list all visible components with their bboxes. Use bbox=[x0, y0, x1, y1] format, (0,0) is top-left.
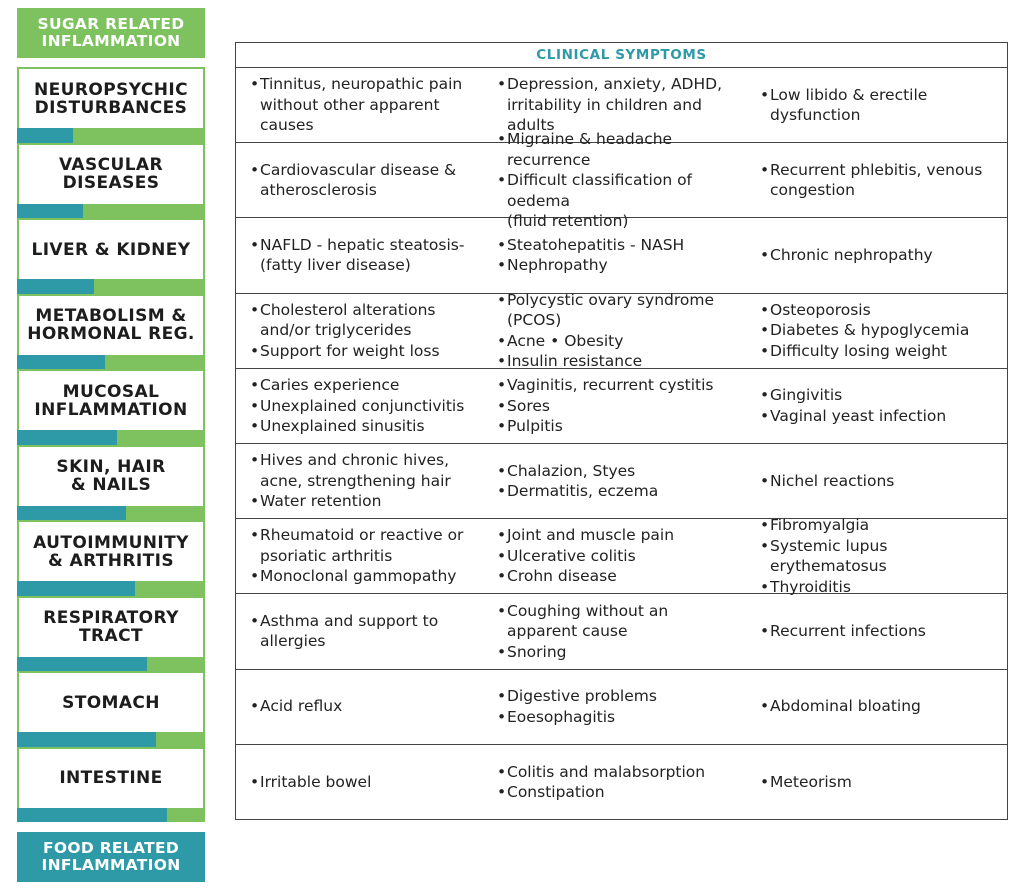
symptom-text: Acid reflux bbox=[260, 697, 343, 716]
symptom-item bbox=[250, 235, 492, 276]
symptom-text: Meteorism bbox=[770, 773, 852, 792]
symptom-text: Tinnitus, neuropathic pain without other apparent causes bbox=[260, 75, 463, 135]
symptom-text: Chronic nephropathy bbox=[770, 246, 933, 265]
symptom-text: Pulpitis bbox=[507, 417, 563, 436]
category-item bbox=[17, 218, 205, 294]
table-row bbox=[236, 290, 1007, 371]
symptom-cell bbox=[236, 670, 492, 744]
bullet-icon: • bbox=[497, 75, 507, 94]
category-item bbox=[17, 67, 205, 143]
symptom-text: Water retention bbox=[260, 492, 382, 511]
bullet-icon: • bbox=[250, 417, 260, 436]
symptom-item bbox=[497, 481, 755, 502]
symptom-item bbox=[497, 396, 755, 417]
bullet-icon: • bbox=[250, 451, 260, 470]
symptom-item bbox=[250, 772, 492, 793]
bullet-icon: • bbox=[760, 386, 770, 405]
bullet-icon: • bbox=[760, 697, 770, 716]
symptom-text: Cholesterol alterations and/or triglycerides bbox=[260, 300, 436, 340]
bullet-icon: • bbox=[760, 85, 770, 104]
symptom-text: Eoesophagitis bbox=[507, 707, 616, 726]
category-column bbox=[17, 67, 205, 822]
symptom-item bbox=[497, 525, 755, 546]
symptom-cell bbox=[236, 745, 492, 820]
bullet-icon: • bbox=[760, 516, 770, 535]
symptom-item bbox=[497, 707, 755, 728]
symptom-item bbox=[497, 235, 755, 256]
bullet-icon: • bbox=[250, 611, 260, 630]
symptom-cell bbox=[236, 369, 492, 443]
symptom-cell bbox=[236, 143, 492, 217]
symptom-text: Insulin resistance bbox=[507, 352, 643, 371]
symptom-cell bbox=[492, 218, 755, 292]
bullet-icon: • bbox=[250, 773, 260, 792]
symptom-cell bbox=[236, 444, 492, 518]
bullet-icon: • bbox=[250, 300, 260, 319]
bullet-icon: • bbox=[497, 290, 507, 309]
symptom-cell bbox=[492, 745, 755, 820]
symptom-cell bbox=[236, 68, 492, 142]
symptom-text: Migraine & headache recurrence bbox=[507, 130, 673, 169]
symptom-item bbox=[250, 525, 492, 566]
symptom-cell bbox=[236, 594, 492, 668]
category-progress-bar bbox=[17, 732, 205, 747]
bullet-icon: • bbox=[250, 75, 260, 94]
table-body bbox=[236, 68, 1007, 820]
symptom-text: Chalazion, Styes bbox=[507, 461, 636, 480]
bullet-icon: • bbox=[760, 300, 770, 319]
symptom-text: Depression, anxiety, ADHD, irritability in children and adults bbox=[507, 75, 722, 135]
symptom-cell bbox=[755, 218, 1007, 292]
category-item bbox=[17, 671, 205, 747]
symptom-item bbox=[760, 245, 1007, 266]
category-item bbox=[17, 143, 205, 219]
symptom-text: Dermatitis, eczema bbox=[507, 482, 659, 501]
symptom-cell bbox=[492, 444, 755, 518]
symptom-item bbox=[250, 160, 492, 201]
symptom-text: Monoclonal gammopathy bbox=[260, 567, 457, 586]
bullet-icon: • bbox=[497, 762, 507, 781]
category-progress-fill bbox=[17, 732, 156, 747]
category-progress-bar bbox=[17, 355, 205, 370]
category-label: MUCOSAL INFLAMMATION bbox=[17, 369, 205, 430]
table-row bbox=[236, 745, 1007, 820]
symptom-item bbox=[760, 536, 1007, 577]
symptom-cell bbox=[755, 516, 1007, 596]
symptom-text: Vaginitis, recurrent cystitis bbox=[507, 376, 714, 395]
bullet-icon: • bbox=[760, 471, 770, 490]
symptom-item bbox=[250, 375, 492, 396]
bullet-icon: • bbox=[497, 546, 507, 565]
symptom-text: Gingivitis bbox=[770, 386, 843, 405]
symptom-cell bbox=[755, 68, 1007, 142]
category-item bbox=[17, 294, 205, 370]
symptom-text: Difficult classification of oedema (fluid retention) bbox=[507, 171, 693, 231]
symptom-text: Low libido & erectile dysfunction bbox=[770, 85, 928, 125]
symptom-text: Ulcerative colitis bbox=[507, 546, 636, 565]
symptom-item bbox=[497, 782, 755, 803]
bullet-icon: • bbox=[497, 687, 507, 706]
table-row bbox=[236, 670, 1007, 745]
bullet-icon: • bbox=[250, 492, 260, 511]
symptom-text: Irritable bowel bbox=[260, 773, 372, 792]
table-row bbox=[236, 218, 1007, 293]
symptom-item bbox=[760, 515, 1007, 536]
bullet-icon: • bbox=[497, 526, 507, 545]
symptom-cell bbox=[755, 369, 1007, 443]
symptom-text: Recurrent phlebitis, venous congestion bbox=[770, 160, 983, 200]
category-label: AUTOIMMUNITY & ARTHRITIS bbox=[17, 520, 205, 581]
symptom-text: Recurrent infections bbox=[770, 622, 926, 641]
symptom-cell bbox=[492, 369, 755, 443]
symptom-cell bbox=[492, 130, 755, 231]
bullet-icon: • bbox=[497, 376, 507, 395]
category-progress-bar bbox=[17, 430, 205, 445]
category-progress-bar bbox=[17, 128, 205, 143]
bullet-icon: • bbox=[497, 396, 507, 415]
category-progress-fill bbox=[17, 506, 126, 521]
symptom-cell bbox=[755, 444, 1007, 518]
sugar-related-inflammation-banner: SUGAR RELATED INFLAMMATION bbox=[17, 8, 205, 58]
symptom-item bbox=[250, 341, 492, 362]
bullet-icon: • bbox=[760, 341, 770, 360]
symptom-item bbox=[250, 74, 492, 136]
symptom-item bbox=[760, 85, 1007, 126]
symptom-item bbox=[760, 406, 1007, 427]
symptom-item bbox=[760, 621, 1007, 642]
symptom-item bbox=[497, 129, 755, 170]
symptom-text: Crohn disease bbox=[507, 567, 617, 586]
symptom-text: Colitis and malabsorption bbox=[507, 762, 706, 781]
symptom-text: Nichel reactions bbox=[770, 471, 895, 490]
symptom-item bbox=[760, 471, 1007, 492]
bullet-icon: • bbox=[497, 235, 507, 254]
bullet-icon: • bbox=[760, 160, 770, 179]
symptom-text: Rheumatoid or reactive or psoriatic arthritis bbox=[260, 526, 464, 565]
symptom-cell bbox=[755, 670, 1007, 744]
category-label: LIVER & KIDNEY bbox=[17, 218, 205, 279]
symptom-text: Unexplained conjunctivitis bbox=[260, 396, 465, 415]
symptom-text: Coughing without an apparent cause bbox=[507, 601, 669, 641]
symptom-item bbox=[497, 566, 755, 587]
symptom-text: Joint and muscle pain bbox=[507, 526, 675, 545]
category-progress-bar bbox=[17, 808, 205, 823]
symptom-cell bbox=[755, 594, 1007, 668]
symptom-text: Sores bbox=[507, 396, 550, 415]
table-row bbox=[236, 594, 1007, 669]
table-row bbox=[236, 369, 1007, 444]
bullet-icon: • bbox=[250, 160, 260, 179]
category-label: VASCULAR DISEASES bbox=[17, 143, 205, 204]
symptom-cell bbox=[492, 594, 755, 668]
bullet-icon: • bbox=[250, 396, 260, 415]
table-row bbox=[236, 516, 1007, 596]
category-progress-bar bbox=[17, 279, 205, 294]
symptom-item bbox=[760, 341, 1007, 362]
category-label: METABOLISM & HORMONAL REG. bbox=[17, 294, 205, 355]
category-progress-fill bbox=[17, 204, 83, 219]
category-progress-fill bbox=[17, 581, 135, 596]
category-progress-bar bbox=[17, 657, 205, 672]
category-progress-fill bbox=[17, 657, 147, 672]
symptom-item bbox=[497, 290, 755, 331]
symptom-item bbox=[760, 385, 1007, 406]
bullet-icon: • bbox=[250, 235, 260, 254]
bullet-icon: • bbox=[497, 642, 507, 661]
symptom-text: Osteoporosis bbox=[770, 300, 871, 319]
symptom-text: Difficulty losing weight bbox=[770, 341, 948, 360]
category-item bbox=[17, 369, 205, 445]
category-item bbox=[17, 596, 205, 672]
category-label: SKIN, HAIR & NAILS bbox=[17, 445, 205, 506]
symptom-text: Cardiovascular disease & atherosclerosis bbox=[260, 160, 457, 200]
clinical-symptoms-table bbox=[235, 42, 1008, 820]
category-progress-fill bbox=[17, 430, 117, 445]
symptom-text: Acne • Obesity bbox=[507, 331, 624, 350]
bullet-icon: • bbox=[760, 577, 770, 596]
symptom-cell bbox=[236, 519, 492, 593]
symptom-text: Nephropathy bbox=[507, 256, 608, 275]
symptom-text: Vaginal yeast infection bbox=[770, 406, 947, 425]
symptom-cell bbox=[755, 294, 1007, 368]
bullet-icon: • bbox=[497, 461, 507, 480]
symptom-item bbox=[250, 450, 492, 491]
symptom-item bbox=[497, 601, 755, 642]
category-label: RESPIRATORY TRACT bbox=[17, 596, 205, 657]
symptom-item bbox=[497, 461, 755, 482]
bullet-icon: • bbox=[250, 526, 260, 545]
symptom-item bbox=[760, 320, 1007, 341]
symptom-cell bbox=[236, 218, 492, 292]
symptom-text: Systemic lupus erythematosus bbox=[770, 536, 888, 576]
symptom-item bbox=[760, 772, 1007, 793]
symptom-item bbox=[250, 611, 492, 652]
symptom-text: Thyroiditis bbox=[770, 577, 851, 596]
symptom-item bbox=[250, 416, 492, 437]
category-item bbox=[17, 445, 205, 521]
symptom-text: Digestive problems bbox=[507, 687, 657, 706]
bullet-icon: • bbox=[497, 331, 507, 350]
bullet-icon: • bbox=[497, 417, 507, 436]
symptom-text: Steatohepatitis - NASH bbox=[507, 235, 685, 254]
category-item bbox=[17, 520, 205, 596]
category-item bbox=[17, 747, 205, 823]
bullet-icon: • bbox=[497, 707, 507, 726]
symptom-cell bbox=[755, 745, 1007, 820]
symptom-cell bbox=[755, 143, 1007, 217]
symptom-cell bbox=[492, 519, 755, 593]
symptom-item bbox=[497, 762, 755, 783]
bullet-icon: • bbox=[497, 783, 507, 802]
symptom-item bbox=[497, 546, 755, 567]
symptom-item bbox=[250, 566, 492, 587]
symptom-item bbox=[497, 686, 755, 707]
bullet-icon: • bbox=[250, 697, 260, 716]
symptom-text: NAFLD - hepatic steatosis- (fatty liver disease) bbox=[260, 235, 465, 275]
bullet-icon: • bbox=[760, 246, 770, 265]
bullet-icon: • bbox=[760, 773, 770, 792]
category-progress-bar bbox=[17, 581, 205, 596]
symptom-text: Hives and chronic hives, acne, strengthening hair bbox=[260, 451, 451, 490]
bullet-icon: • bbox=[497, 352, 507, 371]
symptom-text: Constipation bbox=[507, 783, 605, 802]
symptom-cell bbox=[236, 294, 492, 368]
bullet-icon: • bbox=[497, 256, 507, 275]
symptom-item bbox=[497, 375, 755, 396]
symptom-item bbox=[760, 300, 1007, 321]
bullet-icon: • bbox=[497, 482, 507, 501]
bullet-icon: • bbox=[250, 341, 260, 360]
symptom-item bbox=[497, 74, 755, 136]
category-progress-fill bbox=[17, 355, 105, 370]
table-row bbox=[236, 130, 1007, 231]
symptom-text: Unexplained sinusitis bbox=[260, 417, 425, 436]
category-label: STOMACH bbox=[17, 671, 205, 732]
bullet-icon: • bbox=[497, 567, 507, 586]
symptom-text: Asthma and support to allergies bbox=[260, 611, 439, 651]
table-row bbox=[236, 444, 1007, 519]
symptom-item bbox=[250, 396, 492, 417]
symptom-text: Polycystic ovary syndrome (PCOS) bbox=[507, 290, 715, 330]
category-progress-fill bbox=[17, 128, 73, 143]
symptom-text: Diabetes & hypoglycemia bbox=[770, 321, 970, 340]
bullet-icon: • bbox=[497, 171, 507, 190]
table-header: CLINICAL SYMPTOMS bbox=[236, 43, 1007, 68]
symptom-text: Abdominal bloating bbox=[770, 697, 921, 716]
symptom-item bbox=[497, 255, 755, 276]
bullet-icon: • bbox=[760, 622, 770, 641]
symptom-item bbox=[497, 642, 755, 663]
symptom-item bbox=[760, 160, 1007, 201]
symptom-item bbox=[760, 696, 1007, 717]
symptom-cell bbox=[492, 670, 755, 744]
category-label: INTESTINE bbox=[17, 747, 205, 808]
bullet-icon: • bbox=[760, 536, 770, 555]
symptom-text: Snoring bbox=[507, 642, 567, 661]
category-progress-bar bbox=[17, 506, 205, 521]
symptom-text: Fibromyalgia bbox=[770, 516, 870, 535]
symptom-text: Support for weight loss bbox=[260, 341, 440, 360]
symptom-item bbox=[250, 491, 492, 512]
bullet-icon: • bbox=[250, 567, 260, 586]
food-related-inflammation-banner: FOOD RELATED INFLAMMATION bbox=[17, 832, 205, 882]
symptom-item bbox=[497, 331, 755, 352]
category-progress-fill bbox=[17, 279, 94, 294]
symptom-item bbox=[250, 696, 492, 717]
symptom-cell bbox=[492, 290, 755, 371]
symptom-item bbox=[497, 416, 755, 437]
symptom-item bbox=[250, 300, 492, 341]
bullet-icon: • bbox=[760, 406, 770, 425]
bullet-icon: • bbox=[497, 130, 507, 149]
bullet-icon: • bbox=[760, 321, 770, 340]
bullet-icon: • bbox=[250, 376, 260, 395]
category-progress-bar bbox=[17, 204, 205, 219]
bullet-icon: • bbox=[497, 601, 507, 620]
category-progress-fill bbox=[17, 808, 167, 823]
category-label: NEUROPSYCHIC DISTURBANCES bbox=[17, 67, 205, 128]
symptom-text: Caries experience bbox=[260, 376, 400, 395]
